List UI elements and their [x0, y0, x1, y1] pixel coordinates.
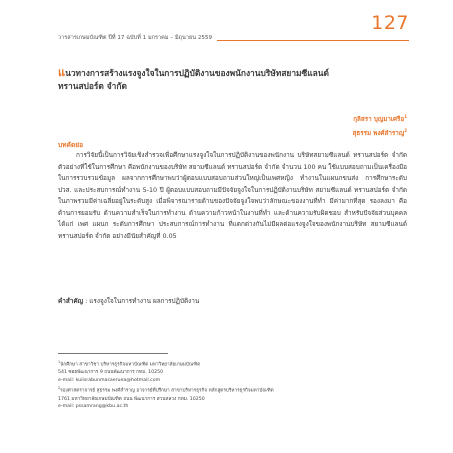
title-first-letter: แ [58, 66, 66, 79]
running-header [58, 34, 409, 43]
keywords-text: : แรงจูงใจในการทำงาน ผลการปฏิบัติงาน [85, 297, 200, 305]
title-line-1: นวทางการสร้างแรงจูงใจในการปฏิบัติงานของพนักงานบริษัทสยามซีแลนด์ [65, 68, 329, 78]
page-number: 127 [371, 12, 409, 34]
abstract-body [58, 150, 407, 242]
author-1 [353, 111, 407, 125]
footnote-1-line-3: e-mail: kulisrabunmasaeruea@hotmail.com [58, 377, 161, 383]
abstract-heading: บทคัดย่อ [58, 141, 84, 149]
author-1-marker: 1 [404, 114, 407, 119]
footnote-rule [58, 353, 168, 354]
article-title [58, 66, 388, 93]
abstract-paragraph: การวิจัยนี้เป็นการวิจัยเชิงสำรวจเพื่อศึกษาแรงจูงใจในการปฏิบัติงานของพนักงาน บริษัทสยามซีแลนด์ ทรานสปอร์ต จำกัด ตัวอย่างที่ใช้ในการศึกษา คือพนักงานของบริษัท สยามซีแลนด์ ทรานสปอร์ต จำกัด จำนวน 100 คน ใช้แบบสอบถามเป็นเครื่องมือในการรวบรวมข้อมูล ผลจากการศึกษาพบว่าผู้ตอบแบบสอบถามส่วนใหญ่เป็นเพศหญิง ทำงานในแผนกขนส่ง การศึกษาระดับ ปวส. และประสบการณ์ทำงาน 5-10 ปี ผู้ตอบแบบสอบถามมีปัจจัยจูงใจในการปฏิบัติงานบริษัท สยามซีแลนด์ ทรานสปอร์ต จำกัด ในภาพรวมมีค่าเฉลี่ยอยู่ในระดับสูง เมื่อพิจารณารายด้านของปัจจัยจูงใจพบว่าลักษณะของงานที่ทำ มีค่ามากที่สุด รองลงมา คือ ด้านการยอมรับ ด้านความสำเร็จในการทำงาน ด้านความก้าวหน้าในงานที่ทำ และด้านความรับผิดชอบ สำหรับปัจจัยส่วนบุคคล ได้แก่ เพศ แผนก ระดับการศึกษา ประสบการณ์การทำงาน ที่แตกต่างกันไม่มีผลต่อแรงจูงใจของพนักงานบริษัท สยามซีแลนด์ ทรานสปอร์ต จำกัด อย่างมีนัยสำคัญที่ 0.05 [58, 151, 407, 240]
title-line-2: ทรานสปอร์ต จำกัด [58, 81, 127, 91]
journal-line: วารสารเกษมบัณฑิต ปีที่ 17 ฉบับที่ 1 มกราคม – มิถุนายน 2559 [58, 35, 213, 41]
author-list [353, 111, 407, 139]
footnote-1-marker: 1 [58, 360, 61, 364]
footnotes [58, 359, 418, 412]
footnote-2-line-3: e-mail: pssamrang@kbu.ac.th [58, 404, 129, 410]
keywords-label: คำสำคัญ [58, 297, 84, 305]
footnote-2 [58, 385, 418, 410]
footnote-1 [58, 359, 418, 384]
author-2-name: สุธรรม พงศ์สำราญ [352, 130, 405, 138]
footnote-2-line-1: รองศาสตราจารย์ สุธรรม พงศ์สำราญ อาจารย์ที่ปรึกษา สาขาบริหารธุรกิจ หลักสูตรบริหารธุรกิจมหาบัณฑิต [60, 388, 274, 394]
footnote-2-marker: 2 [58, 386, 61, 391]
header-rule [217, 40, 409, 41]
author-2-marker: 2 [404, 128, 407, 134]
author-2 [353, 125, 407, 139]
keywords [58, 296, 407, 306]
footnote-1-line-2: 541 ซอยพัฒนาการ 9 ถนนพัฒนาการ กทม. 10250 [58, 370, 164, 376]
footnote-2-line-2: 1761 มหาวิทยาลัยเกษมบัณฑิต ถนน พัฒนาการ สวนหลวง กทม. 10250 [58, 396, 205, 402]
footnote-1-line-1: นักศึกษา สาขาวิชา บริหารธุรกิจมหาบัณฑิต มหาวิทยาลัยเกษมบัณฑิต [60, 362, 201, 368]
author-1-name: กุลิสรา บุญมาเศรือ [353, 116, 405, 124]
